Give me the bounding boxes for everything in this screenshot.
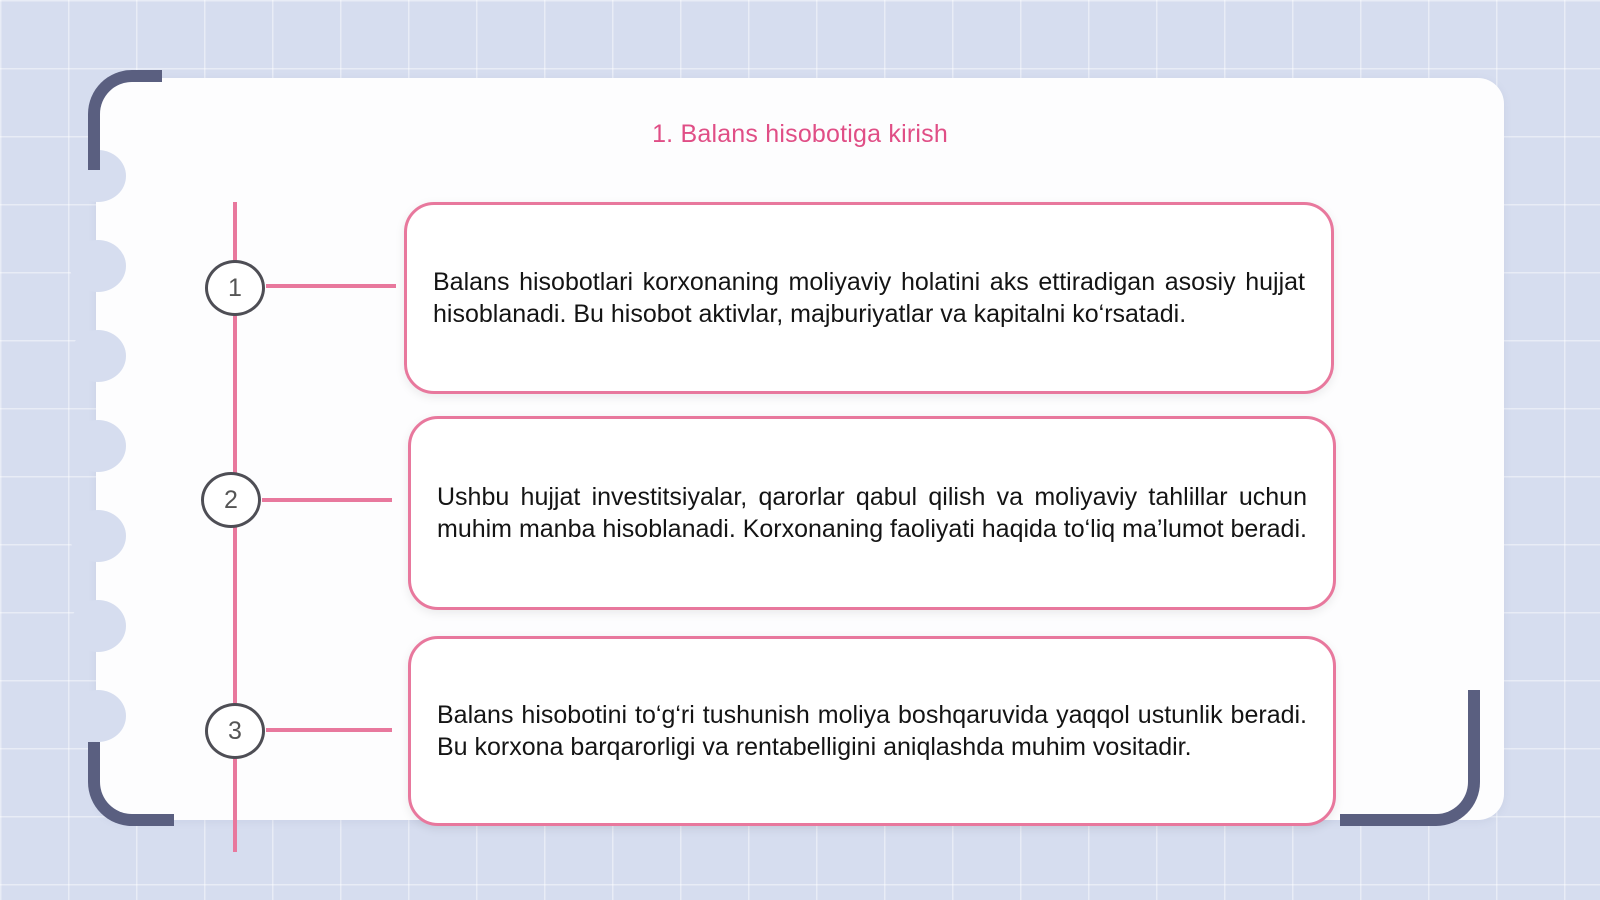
info-card-text: Balans hisobotlari korxonaning moliyaviy holatini aks ettiradigan asosiy hujjat hisoblanadi. Bu hisobot aktivlar, majburiyatlar va kapitalni ko‘rsatadi.	[433, 268, 1305, 328]
info-card-text: Balans hisobotini to‘g‘ri tushunish moliya boshqaruvida yaqqol ustunlik beradi. Bu korxona barqarorligi va rentabelligini aniqlashda muhim vositadir.	[437, 701, 1307, 761]
info-card	[404, 202, 1334, 394]
paper-notch	[70, 240, 126, 292]
paper-notch	[70, 510, 126, 562]
info-card-text: Ushbu hujjat investitsiyalar, qarorlar qabul qilish va moliyaviy tahlillar uchun muhim manba hisoblanadi. Korxonaning faoliyati haqida to‘liq ma’lumot beradi.	[437, 483, 1307, 543]
slide-title: 1. Balans hisobotiga kirish	[652, 120, 948, 148]
info-card	[408, 416, 1336, 610]
step-number-badge: 1	[205, 260, 265, 316]
timeline-connector	[266, 284, 396, 288]
paper-notch	[70, 600, 126, 652]
paper-notch	[70, 690, 126, 742]
timeline-connector	[262, 498, 392, 502]
timeline-connector	[266, 728, 392, 732]
step-number-badge: 3	[205, 703, 265, 759]
paper-notch	[70, 330, 126, 382]
corner-bracket-bottom-right	[1340, 690, 1480, 826]
info-card	[408, 636, 1336, 826]
step-number-badge: 2	[201, 472, 261, 528]
corner-bracket-bottom-left	[88, 742, 174, 826]
paper-notch	[70, 420, 126, 472]
